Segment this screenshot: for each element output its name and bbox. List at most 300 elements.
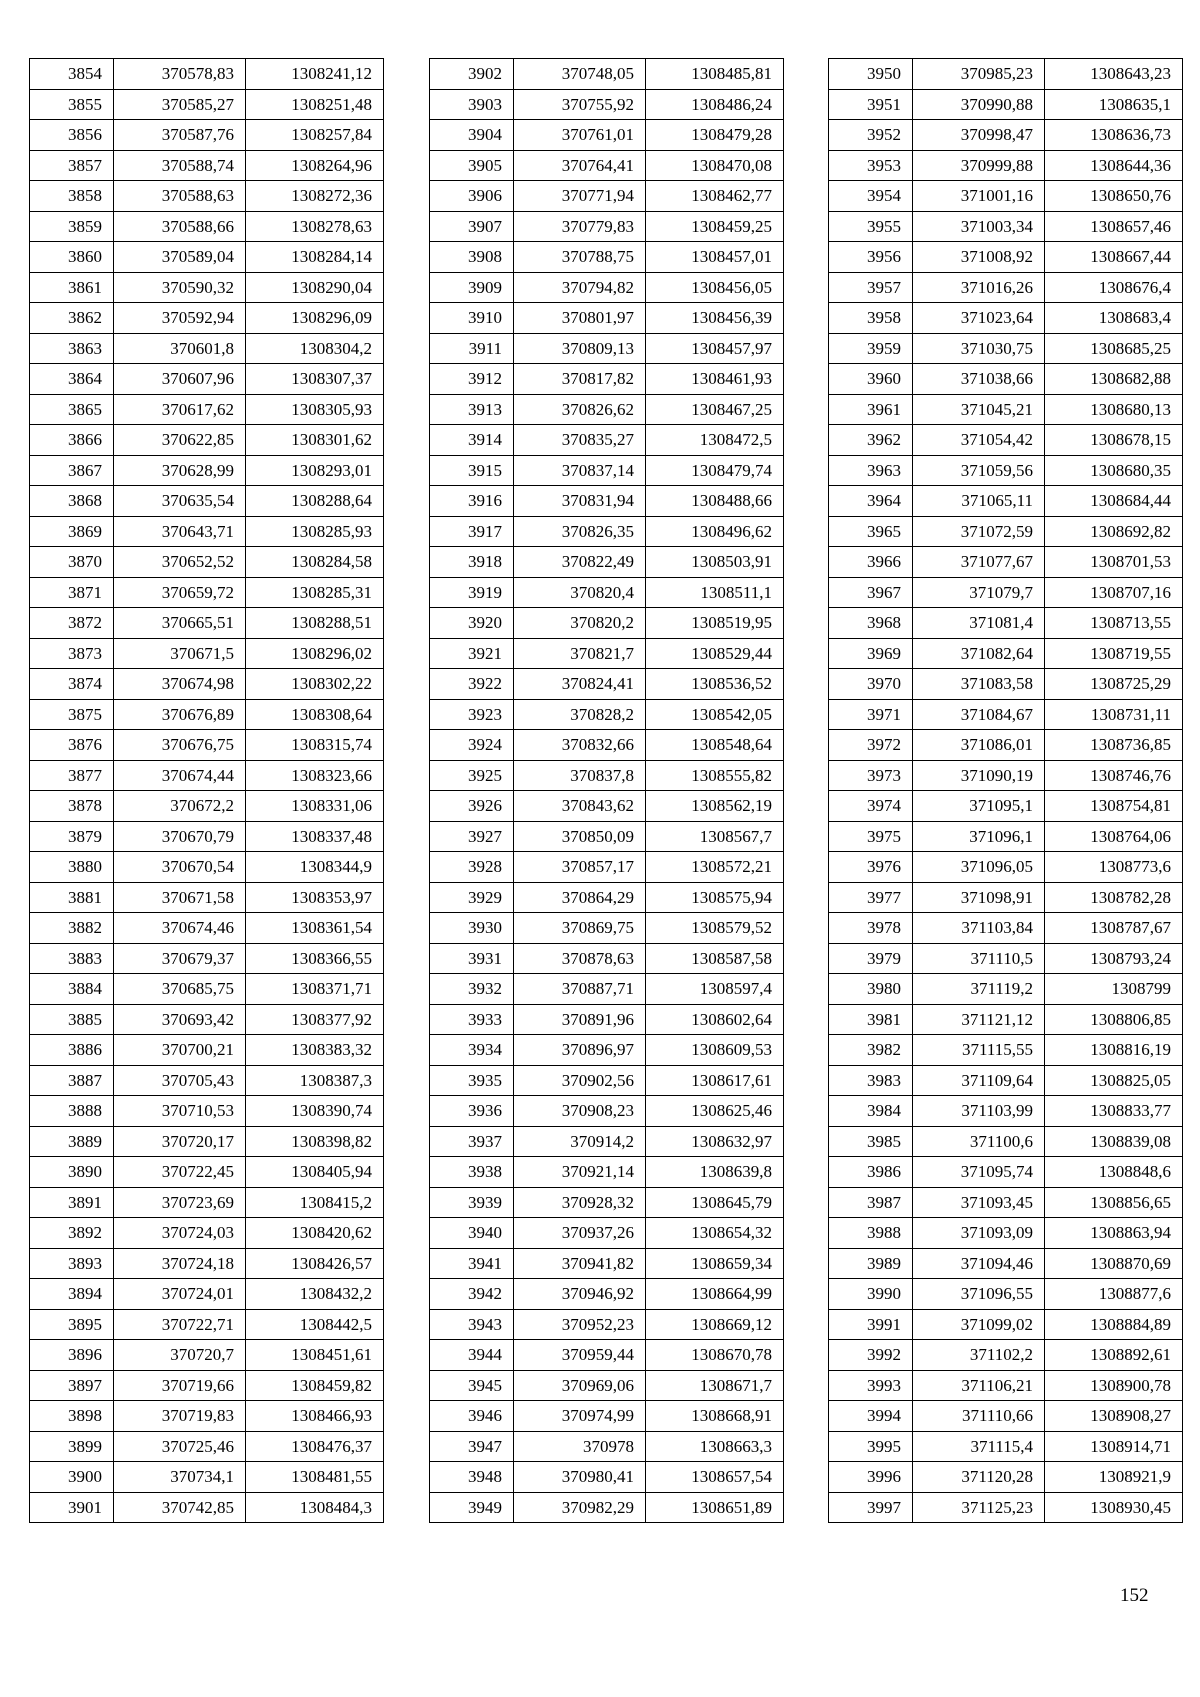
x-coordinate-cell: 370764,41	[514, 150, 646, 181]
point-number-cell: 3909	[430, 272, 514, 303]
x-coordinate-cell: 370720,7	[114, 1340, 246, 1371]
table-row	[30, 1126, 384, 1157]
y-coordinate-cell: 1308542,05	[646, 699, 784, 730]
point-number-cell: 3928	[430, 852, 514, 883]
table-row	[430, 1035, 784, 1066]
point-number-cell: 3972	[829, 730, 913, 761]
y-coordinate-cell: 1308643,23	[1045, 59, 1183, 90]
x-coordinate-cell: 370724,01	[114, 1279, 246, 1310]
point-number-cell: 3877	[30, 760, 114, 791]
y-coordinate-cell: 1308284,14	[246, 242, 384, 273]
y-coordinate-cell: 1308459,82	[246, 1370, 384, 1401]
table-row	[30, 913, 384, 944]
y-coordinate-cell: 1308914,71	[1045, 1431, 1183, 1462]
x-coordinate-cell: 370674,46	[114, 913, 246, 944]
table-row	[829, 1126, 1183, 1157]
x-coordinate-cell: 370835,27	[514, 425, 646, 456]
point-number-cell: 3955	[829, 211, 913, 242]
x-coordinate-cell: 370761,01	[514, 120, 646, 151]
point-number-cell: 3987	[829, 1187, 913, 1218]
point-number-cell: 3942	[430, 1279, 514, 1310]
table-row	[30, 943, 384, 974]
table-row	[430, 1462, 784, 1493]
y-coordinate-cell: 1308264,96	[246, 150, 384, 181]
point-number-cell: 3862	[30, 303, 114, 334]
point-number-cell: 3971	[829, 699, 913, 730]
point-number-cell: 3951	[829, 89, 913, 120]
x-coordinate-cell: 370652,52	[114, 547, 246, 578]
y-coordinate-cell: 1308856,65	[1045, 1187, 1183, 1218]
table-row	[430, 821, 784, 852]
x-coordinate-cell: 370723,69	[114, 1187, 246, 1218]
y-coordinate-cell: 1308323,66	[246, 760, 384, 791]
y-coordinate-cell: 1308293,01	[246, 455, 384, 486]
table-row	[30, 425, 384, 456]
y-coordinate-cell: 1308285,31	[246, 577, 384, 608]
x-coordinate-cell: 370779,83	[514, 211, 646, 242]
x-coordinate-cell: 371099,02	[913, 1309, 1045, 1340]
x-coordinate-cell: 371001,16	[913, 181, 1045, 212]
x-coordinate-cell: 370676,75	[114, 730, 246, 761]
x-coordinate-cell: 370887,71	[514, 974, 646, 1005]
x-coordinate-cell: 370826,62	[514, 394, 646, 425]
y-coordinate-cell: 1308575,94	[646, 882, 784, 913]
point-number-cell: 3914	[430, 425, 514, 456]
table-row	[430, 1492, 784, 1523]
x-coordinate-cell: 370674,98	[114, 669, 246, 700]
y-coordinate-cell: 1308701,53	[1045, 547, 1183, 578]
y-coordinate-cell: 1308488,66	[646, 486, 784, 517]
y-coordinate-cell: 1308302,22	[246, 669, 384, 700]
x-coordinate-cell: 371103,99	[913, 1096, 1045, 1127]
x-coordinate-cell: 370980,41	[514, 1462, 646, 1493]
point-number-cell: 3923	[430, 699, 514, 730]
point-number-cell: 3978	[829, 913, 913, 944]
x-coordinate-cell: 371102,2	[913, 1340, 1045, 1371]
point-number-cell: 3939	[430, 1187, 514, 1218]
point-number-cell: 3917	[430, 516, 514, 547]
table-row	[430, 852, 784, 883]
y-coordinate-cell: 1308793,24	[1045, 943, 1183, 974]
point-number-cell: 3934	[430, 1035, 514, 1066]
y-coordinate-cell: 1308636,73	[1045, 120, 1183, 151]
point-number-cell: 3996	[829, 1462, 913, 1493]
point-number-cell: 3993	[829, 1370, 913, 1401]
table-row	[30, 1035, 384, 1066]
y-coordinate-cell: 1308839,08	[1045, 1126, 1183, 1157]
x-coordinate-cell: 370857,17	[514, 852, 646, 883]
point-number-cell: 3876	[30, 730, 114, 761]
table-row	[430, 516, 784, 547]
y-coordinate-cell: 1308764,06	[1045, 821, 1183, 852]
y-coordinate-cell: 1308707,16	[1045, 577, 1183, 608]
y-coordinate-cell: 1308456,39	[646, 303, 784, 334]
table-row	[30, 181, 384, 212]
y-coordinate-cell: 1308476,37	[246, 1431, 384, 1462]
point-number-cell: 3949	[430, 1492, 514, 1523]
table-row	[829, 516, 1183, 547]
x-coordinate-cell: 370719,66	[114, 1370, 246, 1401]
point-number-cell: 3976	[829, 852, 913, 883]
table-row	[30, 730, 384, 761]
table-row	[829, 669, 1183, 700]
y-coordinate-cell: 1308288,51	[246, 608, 384, 639]
x-coordinate-cell: 371090,19	[913, 760, 1045, 791]
table-row	[30, 1431, 384, 1462]
table-row	[829, 211, 1183, 242]
x-coordinate-cell: 371081,4	[913, 608, 1045, 639]
y-coordinate-cell: 1308562,19	[646, 791, 784, 822]
x-coordinate-cell: 371086,01	[913, 730, 1045, 761]
x-coordinate-cell: 370588,66	[114, 211, 246, 242]
x-coordinate-cell: 371098,91	[913, 882, 1045, 913]
point-number-cell: 3912	[430, 364, 514, 395]
table-row	[829, 1218, 1183, 1249]
table-row	[829, 1187, 1183, 1218]
y-coordinate-cell: 1308816,19	[1045, 1035, 1183, 1066]
x-coordinate-cell: 370588,63	[114, 181, 246, 212]
table-row	[30, 516, 384, 547]
table-row	[829, 272, 1183, 303]
table-row	[829, 89, 1183, 120]
point-number-cell: 3915	[430, 455, 514, 486]
x-coordinate-cell: 371084,67	[913, 699, 1045, 730]
table-row	[30, 394, 384, 425]
x-coordinate-cell: 371094,46	[913, 1248, 1045, 1279]
table-row	[30, 1462, 384, 1493]
table-row	[430, 699, 784, 730]
point-number-cell: 3974	[829, 791, 913, 822]
y-coordinate-cell: 1308503,91	[646, 547, 784, 578]
table-row	[829, 1431, 1183, 1462]
y-coordinate-cell: 1308892,61	[1045, 1340, 1183, 1371]
y-coordinate-cell: 1308371,71	[246, 974, 384, 1005]
point-number-cell: 3856	[30, 120, 114, 151]
table-row	[430, 89, 784, 120]
x-coordinate-cell: 370617,62	[114, 394, 246, 425]
y-coordinate-cell: 1308602,64	[646, 1004, 784, 1035]
point-number-cell: 3881	[30, 882, 114, 913]
x-coordinate-cell: 371065,11	[913, 486, 1045, 517]
y-coordinate-cell: 1308415,2	[246, 1187, 384, 1218]
x-coordinate-cell: 371083,58	[913, 669, 1045, 700]
x-coordinate-cell: 370864,29	[514, 882, 646, 913]
table-row	[30, 1187, 384, 1218]
x-coordinate-cell: 371095,74	[913, 1157, 1045, 1188]
y-coordinate-cell: 1308461,93	[646, 364, 784, 395]
x-coordinate-cell: 370820,4	[514, 577, 646, 608]
table-row	[430, 425, 784, 456]
table-row	[829, 1004, 1183, 1035]
table-row	[30, 852, 384, 883]
point-number-cell: 3907	[430, 211, 514, 242]
y-coordinate-cell: 1308470,08	[646, 150, 784, 181]
point-number-cell: 3950	[829, 59, 913, 90]
point-number-cell: 3952	[829, 120, 913, 151]
table-row	[30, 272, 384, 303]
table-row	[430, 638, 784, 669]
point-number-cell: 3936	[430, 1096, 514, 1127]
point-number-cell: 3854	[30, 59, 114, 90]
point-number-cell: 3940	[430, 1218, 514, 1249]
y-coordinate-cell: 1308344,9	[246, 852, 384, 883]
y-coordinate-cell: 1308398,82	[246, 1126, 384, 1157]
table-row	[829, 821, 1183, 852]
x-coordinate-cell: 370724,18	[114, 1248, 246, 1279]
y-coordinate-cell: 1308485,81	[646, 59, 784, 90]
point-number-cell: 3889	[30, 1126, 114, 1157]
x-coordinate-cell: 370794,82	[514, 272, 646, 303]
x-coordinate-cell: 370722,71	[114, 1309, 246, 1340]
point-number-cell: 3855	[30, 89, 114, 120]
y-coordinate-cell: 1308908,27	[1045, 1401, 1183, 1432]
point-number-cell: 3938	[430, 1157, 514, 1188]
table-row	[829, 974, 1183, 1005]
x-coordinate-cell: 370850,09	[514, 821, 646, 852]
point-number-cell: 3880	[30, 852, 114, 883]
point-number-cell: 3933	[430, 1004, 514, 1035]
table-row	[829, 1340, 1183, 1371]
y-coordinate-cell: 1308632,97	[646, 1126, 784, 1157]
table-row	[430, 272, 784, 303]
x-coordinate-cell: 370710,53	[114, 1096, 246, 1127]
point-number-cell: 3904	[430, 120, 514, 151]
table-row	[30, 364, 384, 395]
table-row	[430, 913, 784, 944]
table-row	[30, 1248, 384, 1279]
x-coordinate-cell: 370826,35	[514, 516, 646, 547]
x-coordinate-cell: 370891,96	[514, 1004, 646, 1035]
table-row	[430, 1248, 784, 1279]
coordinate-table-middle	[429, 58, 784, 1523]
x-coordinate-cell: 370809,13	[514, 333, 646, 364]
y-coordinate-cell: 1308664,99	[646, 1279, 784, 1310]
y-coordinate-cell: 1308680,13	[1045, 394, 1183, 425]
point-number-cell: 3919	[430, 577, 514, 608]
y-coordinate-cell: 1308467,25	[646, 394, 784, 425]
y-coordinate-cell: 1308635,1	[1045, 89, 1183, 120]
x-coordinate-cell: 370821,7	[514, 638, 646, 669]
x-coordinate-cell: 371023,64	[913, 303, 1045, 334]
point-number-cell: 3925	[430, 760, 514, 791]
x-coordinate-cell: 370685,75	[114, 974, 246, 1005]
x-coordinate-cell: 370801,97	[514, 303, 646, 334]
page-number: 152	[1120, 1585, 1149, 1606]
table-row	[430, 486, 784, 517]
x-coordinate-cell: 371121,12	[913, 1004, 1045, 1035]
point-number-cell: 3991	[829, 1309, 913, 1340]
x-coordinate-cell: 371003,34	[913, 211, 1045, 242]
y-coordinate-cell: 1308572,21	[646, 852, 784, 883]
y-coordinate-cell: 1308609,53	[646, 1035, 784, 1066]
table-row	[30, 638, 384, 669]
y-coordinate-cell: 1308787,67	[1045, 913, 1183, 944]
point-number-cell: 3992	[829, 1340, 913, 1371]
point-number-cell: 3857	[30, 150, 114, 181]
point-number-cell: 3922	[430, 669, 514, 700]
table-row	[829, 486, 1183, 517]
x-coordinate-cell: 370601,8	[114, 333, 246, 364]
x-coordinate-cell: 371106,21	[913, 1370, 1045, 1401]
y-coordinate-cell: 1308725,29	[1045, 669, 1183, 700]
x-coordinate-cell: 370999,88	[913, 150, 1045, 181]
y-coordinate-cell: 1308257,84	[246, 120, 384, 151]
y-coordinate-cell: 1308432,2	[246, 1279, 384, 1310]
point-number-cell: 3888	[30, 1096, 114, 1127]
point-number-cell: 3962	[829, 425, 913, 456]
point-number-cell: 3957	[829, 272, 913, 303]
point-number-cell: 3896	[30, 1340, 114, 1371]
x-coordinate-cell: 370578,83	[114, 59, 246, 90]
point-number-cell: 3960	[829, 364, 913, 395]
y-coordinate-cell: 1308884,89	[1045, 1309, 1183, 1340]
y-coordinate-cell: 1308682,88	[1045, 364, 1183, 395]
x-coordinate-cell: 370817,82	[514, 364, 646, 395]
x-coordinate-cell: 371110,5	[913, 943, 1045, 974]
y-coordinate-cell: 1308625,46	[646, 1096, 784, 1127]
x-coordinate-cell: 370665,51	[114, 608, 246, 639]
y-coordinate-cell: 1308921,9	[1045, 1462, 1183, 1493]
x-coordinate-cell: 371103,84	[913, 913, 1045, 944]
point-number-cell: 3887	[30, 1065, 114, 1096]
table-row	[430, 730, 784, 761]
y-coordinate-cell: 1308930,45	[1045, 1492, 1183, 1523]
x-coordinate-cell: 371082,64	[913, 638, 1045, 669]
y-coordinate-cell: 1308870,69	[1045, 1248, 1183, 1279]
y-coordinate-cell: 1308900,78	[1045, 1370, 1183, 1401]
point-number-cell: 3866	[30, 425, 114, 456]
x-coordinate-cell: 370822,49	[514, 547, 646, 578]
x-coordinate-cell: 371093,45	[913, 1187, 1045, 1218]
point-number-cell: 3944	[430, 1340, 514, 1371]
point-number-cell: 3884	[30, 974, 114, 1005]
point-number-cell: 3894	[30, 1279, 114, 1310]
point-number-cell: 3875	[30, 699, 114, 730]
x-coordinate-cell: 370974,99	[514, 1401, 646, 1432]
x-coordinate-cell: 370969,06	[514, 1370, 646, 1401]
x-coordinate-cell: 371038,66	[913, 364, 1045, 395]
y-coordinate-cell: 1308377,92	[246, 1004, 384, 1035]
y-coordinate-cell: 1308290,04	[246, 272, 384, 303]
point-number-cell: 3965	[829, 516, 913, 547]
y-coordinate-cell: 1308833,77	[1045, 1096, 1183, 1127]
point-number-cell: 3984	[829, 1096, 913, 1127]
point-number-cell: 3910	[430, 303, 514, 334]
y-coordinate-cell: 1308667,44	[1045, 242, 1183, 273]
x-coordinate-cell: 371008,92	[913, 242, 1045, 273]
y-coordinate-cell: 1308654,32	[646, 1218, 784, 1249]
y-coordinate-cell: 1308496,62	[646, 516, 784, 547]
table-row	[430, 882, 784, 913]
x-coordinate-cell: 370674,44	[114, 760, 246, 791]
x-coordinate-cell: 370978	[514, 1431, 646, 1462]
x-coordinate-cell: 370693,42	[114, 1004, 246, 1035]
table-row	[829, 1035, 1183, 1066]
point-number-cell: 3989	[829, 1248, 913, 1279]
table-row	[30, 1370, 384, 1401]
x-coordinate-cell: 370824,41	[514, 669, 646, 700]
x-coordinate-cell: 370908,23	[514, 1096, 646, 1127]
x-coordinate-cell: 370869,75	[514, 913, 646, 944]
table-row	[829, 1309, 1183, 1340]
table-row	[829, 150, 1183, 181]
y-coordinate-cell: 1308676,4	[1045, 272, 1183, 303]
x-coordinate-cell: 370635,54	[114, 486, 246, 517]
x-coordinate-cell: 370831,94	[514, 486, 646, 517]
y-coordinate-cell: 1308301,62	[246, 425, 384, 456]
point-number-cell: 3918	[430, 547, 514, 578]
x-coordinate-cell: 371115,4	[913, 1431, 1045, 1462]
table-row	[430, 1096, 784, 1127]
table-row	[30, 974, 384, 1005]
table-row	[30, 303, 384, 334]
y-coordinate-cell: 1308555,82	[646, 760, 784, 791]
point-number-cell: 3898	[30, 1401, 114, 1432]
y-coordinate-cell: 1308420,62	[246, 1218, 384, 1249]
y-coordinate-cell: 1308684,44	[1045, 486, 1183, 517]
point-number-cell: 3975	[829, 821, 913, 852]
table-row	[829, 1492, 1183, 1523]
point-number-cell: 3900	[30, 1462, 114, 1493]
point-number-cell: 3911	[430, 333, 514, 364]
y-coordinate-cell: 1308668,91	[646, 1401, 784, 1432]
point-number-cell: 3899	[30, 1431, 114, 1462]
y-coordinate-cell: 1308285,93	[246, 516, 384, 547]
y-coordinate-cell: 1308659,34	[646, 1248, 784, 1279]
point-number-cell: 3892	[30, 1218, 114, 1249]
point-number-cell: 3865	[30, 394, 114, 425]
y-coordinate-cell: 1308587,58	[646, 943, 784, 974]
point-number-cell: 3932	[430, 974, 514, 1005]
table-row	[430, 760, 784, 791]
point-number-cell: 3995	[829, 1431, 913, 1462]
table-row	[829, 882, 1183, 913]
y-coordinate-cell: 1308387,3	[246, 1065, 384, 1096]
x-coordinate-cell: 370725,46	[114, 1431, 246, 1462]
y-coordinate-cell: 1308685,25	[1045, 333, 1183, 364]
table-row	[430, 455, 784, 486]
point-number-cell: 3864	[30, 364, 114, 395]
y-coordinate-cell: 1308466,93	[246, 1401, 384, 1432]
table-row	[30, 333, 384, 364]
point-number-cell: 3961	[829, 394, 913, 425]
x-coordinate-cell: 370837,8	[514, 760, 646, 791]
x-coordinate-cell: 371077,67	[913, 547, 1045, 578]
point-number-cell: 3871	[30, 577, 114, 608]
y-coordinate-cell: 1308426,57	[246, 1248, 384, 1279]
x-coordinate-cell: 370671,5	[114, 638, 246, 669]
table-row	[430, 974, 784, 1005]
table-row	[30, 699, 384, 730]
table-row	[829, 394, 1183, 425]
point-number-cell: 3878	[30, 791, 114, 822]
table-row	[430, 1187, 784, 1218]
point-number-cell: 3886	[30, 1035, 114, 1066]
point-number-cell: 3873	[30, 638, 114, 669]
point-number-cell: 3980	[829, 974, 913, 1005]
y-coordinate-cell: 1308670,78	[646, 1340, 784, 1371]
point-number-cell: 3870	[30, 547, 114, 578]
point-number-cell: 3959	[829, 333, 913, 364]
table-row	[829, 1462, 1183, 1493]
x-coordinate-cell: 370755,92	[514, 89, 646, 120]
table-row	[430, 211, 784, 242]
table-row	[30, 211, 384, 242]
table-row	[829, 1065, 1183, 1096]
point-number-cell: 3906	[430, 181, 514, 212]
point-number-cell: 3924	[430, 730, 514, 761]
table-row	[30, 1340, 384, 1371]
